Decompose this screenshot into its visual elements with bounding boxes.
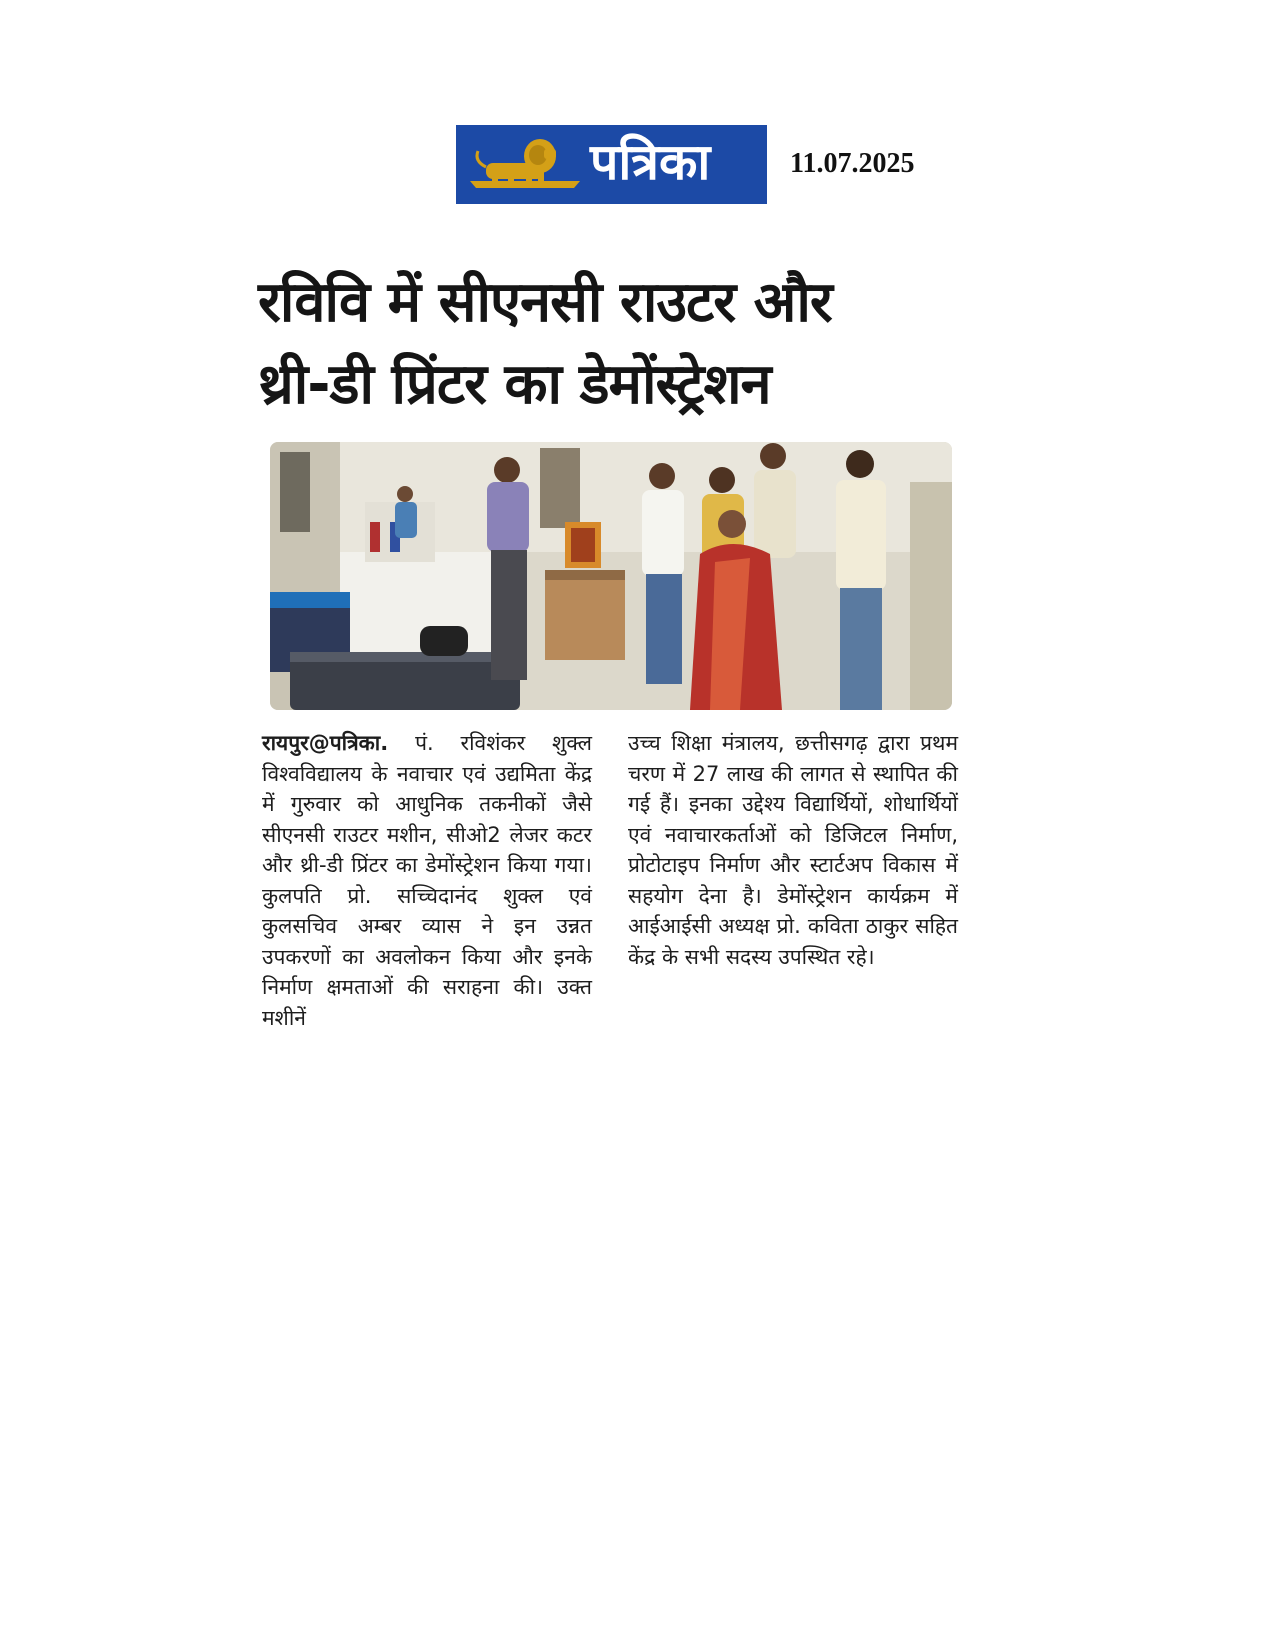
news-photo (270, 442, 952, 710)
logo-wordmark: पत्रिका (590, 133, 711, 191)
column-1-body: पं. रविशंकर शुक्ल विश्वविद्यालय के नवाचार एवं उद्यमिता केंद्र में गुरुवार को आधुनिक तकनीकों जैसे सीएनसी राउटर मशीन, सीओ2 लेजर कटर और थ्री-डी प्रिंटर का डेमोंस्ट्रेशन किया गया। कुलपति प्रो. सच्चिदानंद शुक्ल एवं कुलसचिव अम्बर व्यास ने इन उन्नत उपकरणों का अवलोकन किया और इनके निर्माण क्षमताओं की सराहना की। उक्त मशीनें (262, 731, 592, 1030)
headline-line-1: रविवि में सीएनसी राउटर और (258, 270, 832, 335)
dateline: रायपुर@पत्रिका. (262, 731, 389, 755)
column-2-body: उच्च शिक्षा मंत्रालय, छत्तीसगढ़ द्वारा प्रथम चरण में 27 लाख की लागत से स्थापित की गई हैं। इनका उद्देश्य विद्यार्थियों, शोधार्थियों एवं नवाचारकर्ताओं को डिजिटल निर्माण, प्रोटोटाइप निर्माण और स्टार्टअप विकास में सहयोग देना है। डेमोंस्ट्रेशन कार्यक्रम में आईआईसी अध्यक्ष प्रो. कविता ठाकुर सहित केंद्र के सभी सदस्य उपस्थित रहे। (628, 731, 958, 969)
article-column-1 (262, 728, 592, 1033)
article-column-2 (628, 728, 958, 972)
headline (258, 262, 958, 426)
issue-date: 11.07.2025 (790, 148, 915, 179)
headline-line-2: थ्री-डी प्रिंटर का डेमोंस्ट्रेशन (258, 352, 771, 417)
patrika-logo (456, 125, 767, 204)
